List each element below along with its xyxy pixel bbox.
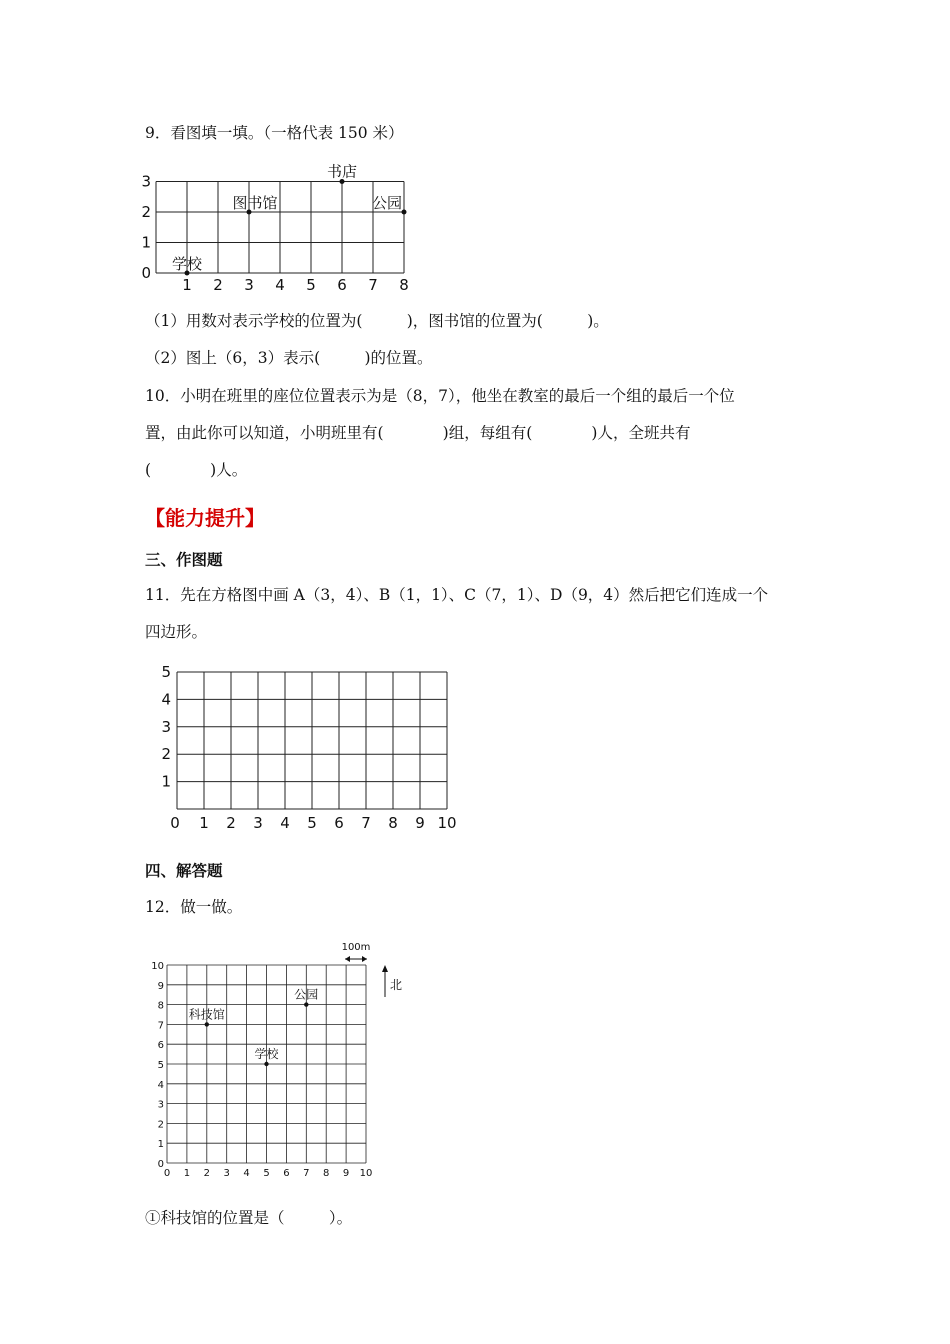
x-tick-label: 4 [280, 814, 290, 832]
location-label: 图书馆 [232, 194, 278, 212]
x-tick-label: 3 [244, 276, 254, 294]
q10-line1: 10．小明在班里的座位位置表示为是（8，7），他坐在教室的最后一个组的最后一个位 [145, 387, 735, 405]
y-tick-label: 1 [141, 233, 151, 252]
x-tick-label: 7 [368, 276, 378, 294]
y-tick-label: 2 [161, 745, 171, 764]
q11-line2: 四边形。 [145, 623, 208, 641]
x-tick-label: 10 [359, 1168, 373, 1179]
x-tick-label: 6 [337, 276, 347, 294]
x-tick-label: 1 [183, 1168, 191, 1179]
x-tick-label: 2 [213, 276, 223, 294]
q12-sub1: ①科技馆的位置是（ ）。 [145, 1209, 353, 1227]
x-tick-label: 4 [275, 276, 285, 294]
x-tick-label: 0 [170, 814, 180, 832]
y-tick-label: 2 [157, 1119, 164, 1131]
x-tick-label: 9 [342, 1168, 350, 1179]
x-tick-label: 7 [303, 1168, 310, 1179]
q12-title: 12．做一做。 [145, 898, 243, 916]
x-tick-label: 1 [182, 276, 192, 294]
x-tick-label: 10 [437, 814, 457, 832]
x-tick-label: 6 [283, 1168, 290, 1179]
q9-grid [140, 160, 430, 300]
north-label: 北 [390, 978, 403, 992]
y-tick-label: 5 [157, 1060, 164, 1071]
y-tick-label: 10 [151, 961, 164, 972]
x-tick-label: 7 [361, 814, 371, 832]
x-tick-label: 6 [334, 814, 344, 832]
q10-line3: ( )人。 [145, 461, 248, 479]
scale-arrow-right-icon [362, 956, 367, 962]
north-arrow-icon [382, 965, 388, 972]
y-tick-label: 7 [157, 1020, 164, 1032]
scale-arrow-left-icon [345, 956, 350, 962]
location-point [304, 1002, 308, 1006]
y-tick-label: 6 [157, 1040, 164, 1052]
section-drawing-heading: 三、作图题 [145, 551, 223, 569]
location-point [264, 1062, 268, 1066]
x-tick-label: 3 [253, 814, 263, 832]
y-tick-label: 2 [141, 203, 151, 221]
location-label: 科技馆 [188, 1007, 225, 1022]
x-tick-label: 3 [223, 1168, 230, 1179]
x-tick-label: 1 [199, 814, 209, 832]
y-tick-label: 4 [161, 690, 171, 709]
y-tick-label: 0 [141, 264, 151, 282]
q10-line2: 置，由此你可以知道，小明班里有( )组，每组有( )人，全班共有 [145, 424, 691, 442]
section-answer-heading: 四、解答题 [145, 862, 223, 880]
q11-grid [150, 660, 470, 835]
location-label: 学校 [171, 255, 203, 273]
y-tick-label: 3 [141, 172, 151, 191]
location-label: 学校 [254, 1047, 279, 1061]
y-tick-label: 1 [157, 1139, 164, 1151]
x-tick-label: 2 [226, 814, 236, 832]
q9-title: 9．看图填一填。（一格代表 150 米） [145, 124, 404, 142]
location-point [205, 1022, 209, 1026]
y-tick-label: 4 [157, 1079, 164, 1091]
x-tick-label: 5 [307, 814, 317, 832]
x-tick-label: 5 [263, 1168, 270, 1179]
y-tick-label: 5 [161, 663, 171, 681]
section-ability-heading: 【能力提升】 [145, 506, 265, 530]
q12-grid [145, 935, 415, 1185]
q11-line1: 11．先在方格图中画 A（3，4）、B（1，1）、C（7，1）、D（9，4）然后把它们连成一个 [145, 586, 769, 604]
q9-sub2: （2）图上（6，3）表示( )的位置。 [145, 349, 433, 367]
location-label: 公园 [294, 987, 319, 1002]
q9-sub1: （1）用数对表示学校的位置为( )，图书馆的位置为( )。 [145, 312, 609, 330]
y-tick-label: 0 [157, 1159, 164, 1170]
y-tick-label: 3 [157, 1099, 164, 1111]
location-point [402, 210, 407, 215]
x-tick-label: 8 [388, 814, 398, 832]
x-tick-label: 2 [203, 1168, 210, 1179]
y-tick-label: 3 [161, 717, 171, 736]
y-tick-label: 9 [157, 980, 164, 992]
x-tick-label: 8 [323, 1168, 330, 1179]
y-tick-label: 1 [161, 772, 171, 791]
x-tick-label: 9 [415, 814, 425, 832]
y-tick-label: 8 [157, 1000, 164, 1012]
x-tick-label: 4 [243, 1168, 250, 1179]
location-label: 书店 [326, 162, 358, 181]
x-tick-label: 8 [399, 276, 409, 294]
location-label: 公园 [371, 194, 402, 212]
scale-label: 100m [341, 942, 371, 953]
x-tick-label: 0 [163, 1168, 171, 1179]
x-tick-label: 5 [306, 276, 316, 294]
